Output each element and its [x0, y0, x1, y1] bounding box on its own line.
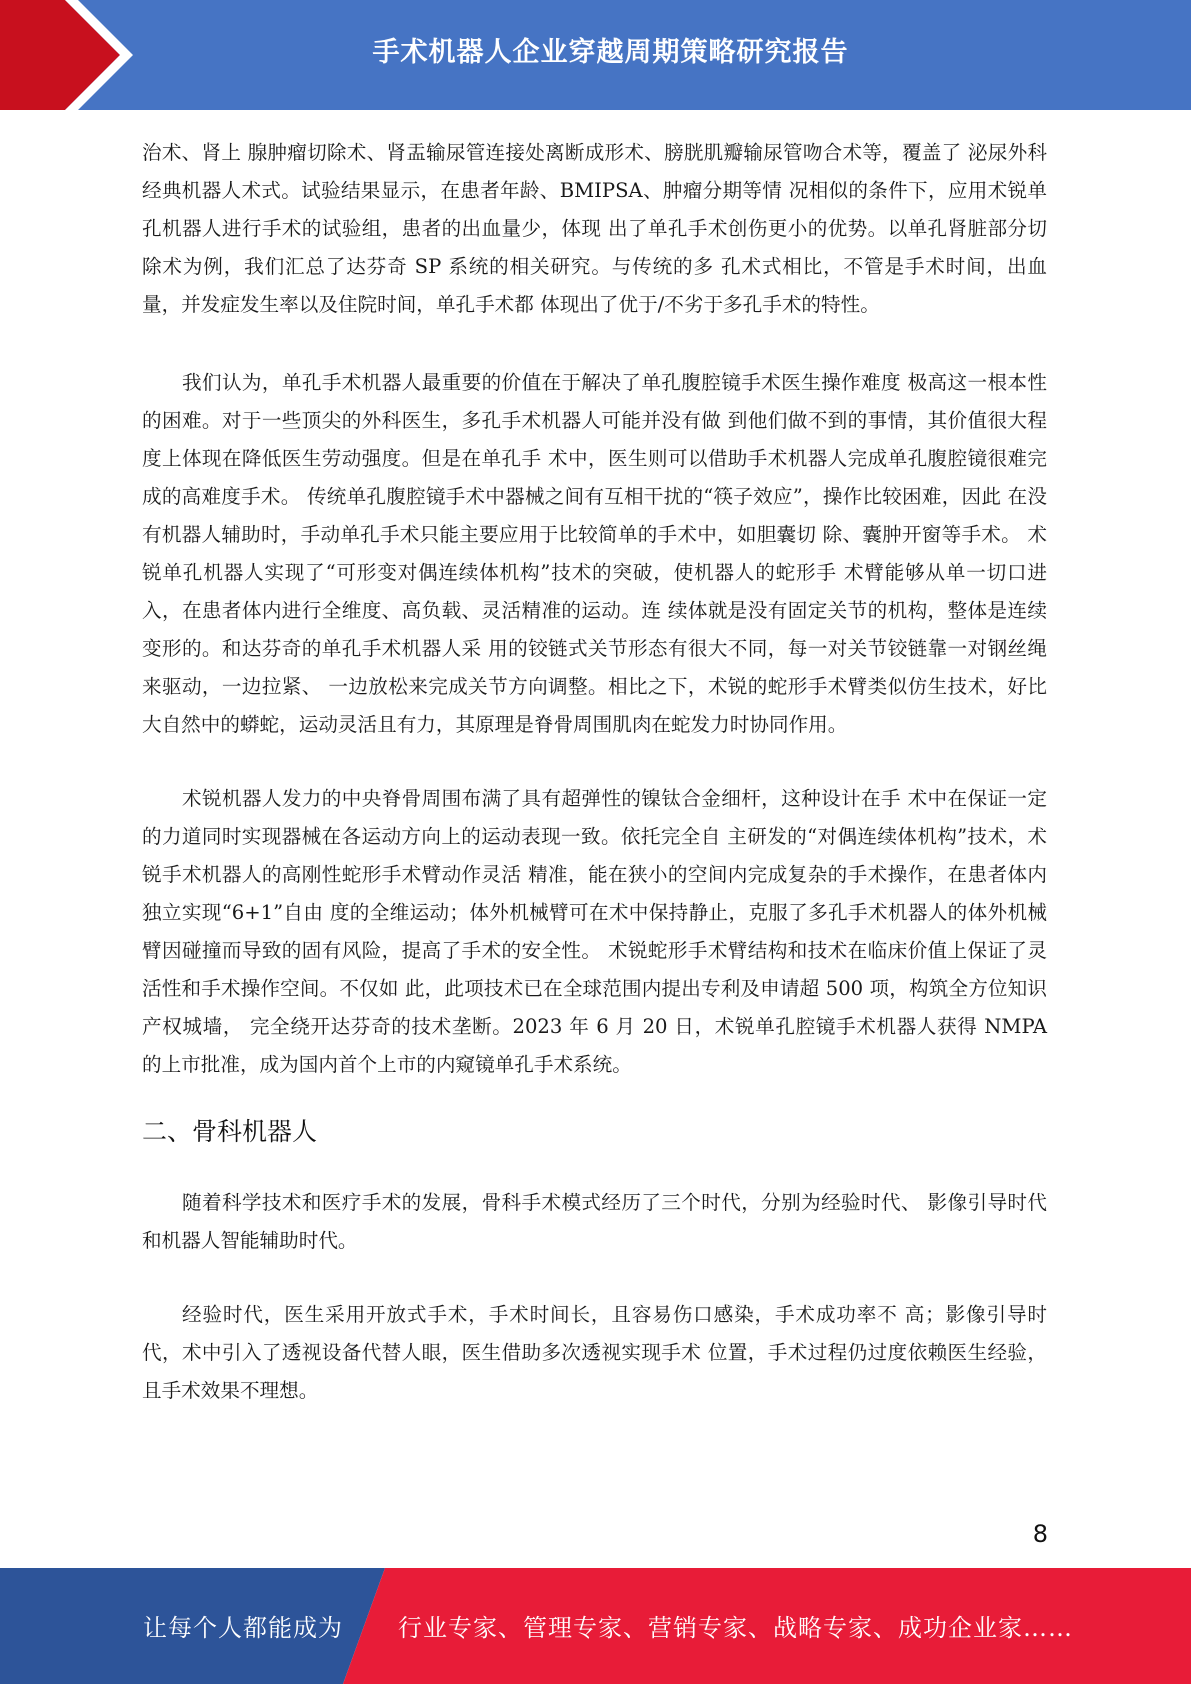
body-paragraph: 治术、肾上 腺肿瘤切除术、肾盂输尿管连接处离断成形术、膀胱肌瓣输尿管吻合术等，覆盖了 泌尿外科经典机器人术式。试验结果显示，在患者年龄、BMIPSA、肿瘤分期等情 况相似的条件下，应用术锐单孔机器人进行手术的试验组，患者的出血量少，体现 出了单孔手术创伤更小的优势。以单孔肾脏部分切除术为例，我们汇总了达芬奇 SP 系统的相关研究。与传统的多 孔术式相比，不管是手术时间，出血量，并发症发生率以及住院时间，单孔手术都 体现出了优于/不劣于多孔手术的特性。 — [142, 141, 1047, 316]
report-title: 手术机器人企业穿越周期策略研究报告 — [372, 37, 849, 68]
page-header — [0, 0, 1191, 110]
page-footer — [0, 1568, 1191, 1684]
document-body — [142, 134, 1047, 1446]
body-paragraph: 术锐机器人发力的中央脊骨周围布满了具有超弹性的镍钛合金细杆，这种设计在手 术中在保证一定的力道同时实现器械在各运动方向上的运动表现一致。依托完全自 主研发的“对偶连续体机构”技术，术锐手术机器人的高刚性蛇形手术臂动作灵活 精准，能在狭小的空间内完成复杂的手术操作，在患者体内独立实现“6+1”自由 度的全维运动；体外机械臂可在术中保持静止，克服了多孔手术机器人的体外机械 臂因碰撞而导致的固有风险，提高了手术的安全性。 术锐蛇形手术臂结构和技术在临床价值上保证了灵活性和手术操作空间。不仅如 此，此项技术已在全球范围内提出专利及申请超 500 项，构筑全方位知识产权城墙， 完全绕开达芬奇的技术垄断。2023 年 6 月 20 日，术锐单孔腔镜手术机器人获得 NMPA 的上市批准，成为国内首个上市的内窥镜单孔手术系统。 — [142, 787, 1047, 1076]
page-number: 8 — [1032, 1520, 1048, 1548]
body-paragraph: 随着科学技术和医疗手术的发展，骨科手术模式经历了三个时代，分别为经验时代、 影像引导时代和机器人智能辅助时代。 — [142, 1191, 1047, 1252]
footer-slogan-left: 让每个人都能成为 — [143, 1614, 343, 1642]
body-paragraph: 我们认为，单孔手术机器人最重要的价值在于解决了单孔腹腔镜手术医生操作难度 极高这一根本性的困难。对于一些顶尖的外科医生，多孔手术机器人可能并没有做 到他们做不到的事情，其价值很大程度上体现在降低医生劳动强度。但是在单孔手 术中，医生则可以借助手术机器人完成单孔腹腔镜很难完成的高难度手术。 传统单孔腹腔镜手术中器械之间有互相干扰的“筷子效应”，操作比较困难，因此 在没有机器人辅助时，手动单孔手术只能主要应用于比较简单的手术中，如胆囊切 除、囊肿开窗等手术。 术锐单孔机器人实现了“可形变对偶连续体机构”技术的突破，使机器人的蛇形手 术臂能够从单一切口进入，在患者体内进行全维度、高负载、灵活精准的运动。连 续体就是没有固定关节的机构，整体是连续变形的。和达芬奇的单孔手术机器人采 用的铰链式关节形态有很大不同，每一对关节铰链靠一对钢丝绳来驱动，一边拉紧、 一边放松来完成关节方向调整。相比之下，术锐的蛇形手术臂类似仿生技术，好比 大自然中的蟒蛇，运动灵活且有力，其原理是脊骨周围肌肉在蛇发力时协同作用。 — [142, 371, 1047, 736]
footer-slogan-right: 行业专家、管理专家、营销专家、战略专家、成功企业家…… — [398, 1614, 1073, 1642]
section-heading: 二、骨科机器人 — [142, 1117, 318, 1146]
body-paragraph: 经验时代，医生采用开放式手术，手术时间长，且容易伤口感染，手术成功率不 高；影像引导时代，术中引入了透视设备代替人眼，医生借助多次透视实现手术 位置，手术过程仍过度依赖医生经验，且手术效果不理想。 — [142, 1303, 1047, 1402]
